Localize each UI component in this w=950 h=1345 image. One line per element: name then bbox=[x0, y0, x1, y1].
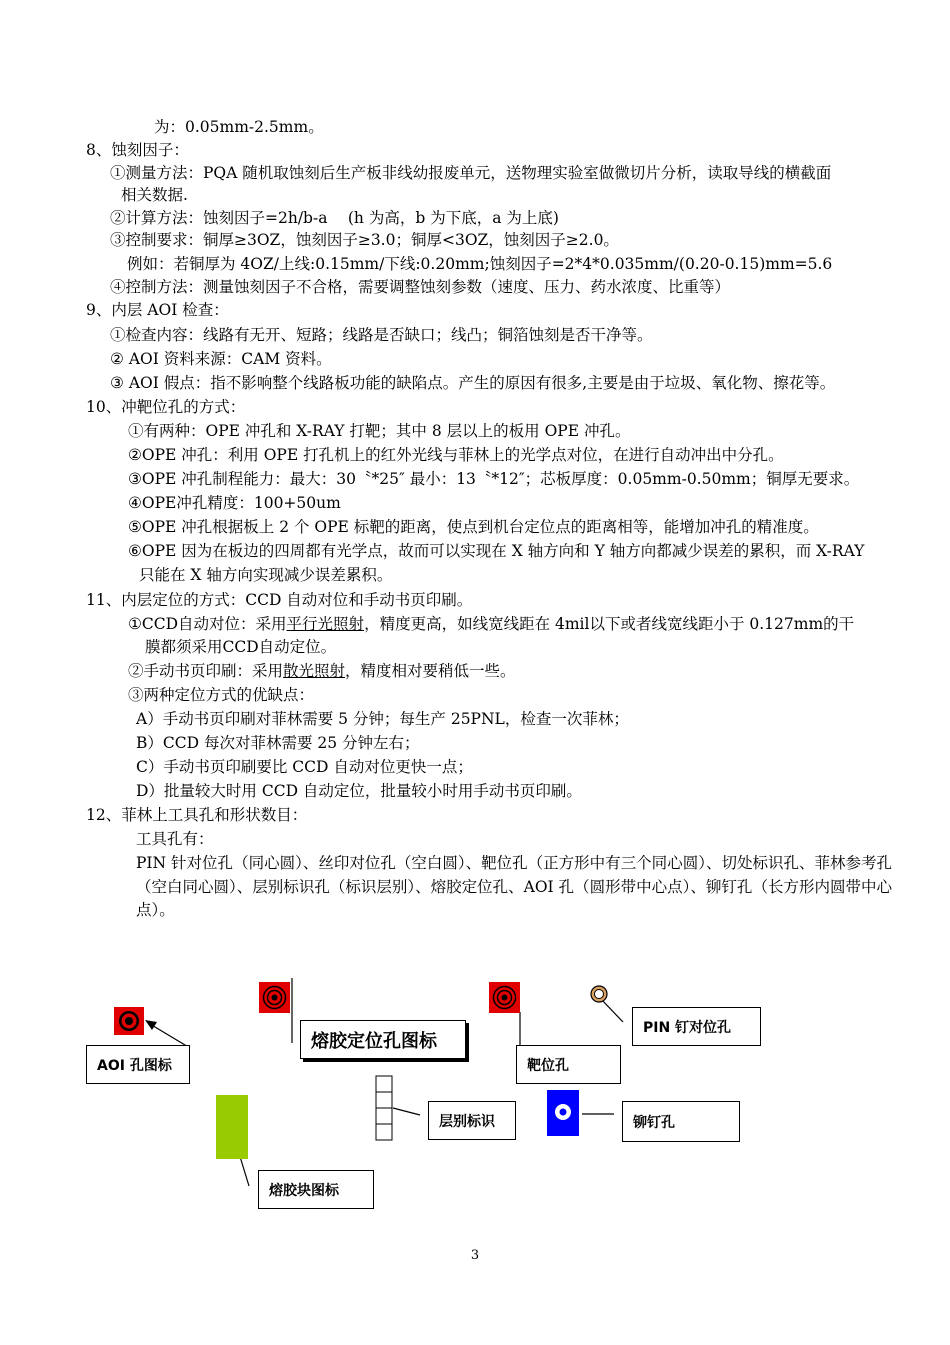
line-punch-3: ③OPE 冲孔制程能力：最大：30〝*25″ 最小：13〝*12″；芯板厚度：0.05mm-0.50mm；铜厚无要求。 bbox=[128, 470, 860, 488]
label-pin: PIN 钉对位孔 bbox=[632, 1007, 761, 1046]
line-measure-method-cont: 相关数据. bbox=[121, 186, 188, 204]
line-compare-b: B）CCD 每次对菲林需要 25 分钟左右； bbox=[136, 734, 420, 752]
label-aoi: AOI 孔图标 bbox=[86, 1045, 190, 1084]
label-fusion-block: 熔胶块图标 bbox=[258, 1170, 374, 1209]
aoi-hole-icon bbox=[114, 1007, 144, 1035]
line-compare-a: A）手动书页印刷对菲林需要 5 分钟；每生产 25PNL，检查一次菲林； bbox=[136, 710, 629, 728]
heading-punch: 10、冲靶位孔的方式： bbox=[86, 398, 246, 416]
target-hole-icon bbox=[489, 982, 520, 1013]
line-measure-method: ①测量方法：PQA 随机取蚀刻后生产板非线幼报废单元，送物理实验室做微切片分析，读取导线的横截面 bbox=[110, 164, 832, 182]
line-control-req: ③控制要求：铜厚≥3OZ，蚀刻因子≥3.0；铜厚<3OZ，蚀刻因子≥2.0。 bbox=[110, 231, 619, 249]
line-etch-range: 为：0.05mm-2.5mm。 bbox=[154, 118, 324, 136]
arrow-head-aoi bbox=[145, 1020, 157, 1030]
layer-mark-icon bbox=[376, 1076, 392, 1140]
label-rivet: 铆钉孔 bbox=[622, 1101, 740, 1142]
line-calc-method: ②计算方法：蚀刻因子=2h/b-a (h 为高，b 为下底，a 为上底) bbox=[110, 209, 559, 227]
label-layer: 层别标识 bbox=[428, 1101, 516, 1140]
heading-inner-position: 11、内层定位的方式：CCD 自动对位和手动书页印刷。 bbox=[86, 591, 473, 609]
line-tool-holes: 工具孔有： bbox=[136, 830, 214, 848]
connector-layer bbox=[393, 1108, 420, 1115]
line-punch-4: ④OPE冲孔精度：100+50um bbox=[128, 494, 341, 512]
line-punch-1: ①有两种：OPE 冲孔和 X-RAY 打靶；其中 8 层以上的板用 OPE 冲孔。 bbox=[128, 422, 631, 440]
paragraph-tool-holes: PIN 针对位孔（同心圆）、丝印对位孔（空白圆）、靶位孔（正方形中有三个同心圆）、切处标识孔、菲林参考孔（空白同心圆）、层别标识孔（标识层别）、熔胶定位孔、AOI 孔（圆形带中心点）、铆钉孔（长方形内圆带中心点）。 bbox=[136, 854, 892, 919]
line-ccd: ①CCD自动对位：采用平行光照射，精度更高，如线宽线距在 4mil以下或者线宽线距小于 0.127mm的干 bbox=[128, 615, 855, 633]
fusion-locate-hole-icon bbox=[259, 982, 290, 1013]
line-compare: ③两种定位方式的优缺点： bbox=[128, 686, 315, 704]
rivet-hole-icon bbox=[547, 1090, 579, 1136]
underline-scatter-light: 散光照射 bbox=[283, 662, 346, 680]
underline-parallel-light: 平行光照射 bbox=[286, 615, 365, 633]
heading-film-tool-holes: 12、菲林上工具孔和形状数目： bbox=[86, 806, 308, 824]
heading-inner-aoi: 9、内层 AOI 检查： bbox=[86, 301, 229, 319]
line-punch-6-cont: 只能在 X 轴方向实现减少误差累积。 bbox=[139, 566, 393, 584]
line-ccd-cont: 膜都须采用CCD自动定位。 bbox=[145, 638, 337, 656]
line-control-method: ④控制方法：测量蚀刻因子不合格，需要调整蚀刻参数（速度、压力、药水浓度、比重等） bbox=[110, 278, 731, 296]
fusion-block-icon bbox=[216, 1095, 248, 1159]
page-number: 3 bbox=[470, 1248, 480, 1263]
line-compare-d: D）批量较大时用 CCD 自动定位，批量较小时用手动书页印刷。 bbox=[136, 782, 582, 800]
heading-etch-factor: 8、蚀刻因子： bbox=[86, 141, 189, 159]
connector-pin bbox=[600, 998, 623, 1022]
label-target: 靶位孔 bbox=[516, 1045, 621, 1084]
line-punch-5: ⑤OPE 冲孔根据板上 2 个 OPE 标靶的距离，使点到机台定位点的距离相等，能增加冲孔的精准度。 bbox=[128, 518, 819, 536]
line-compare-c: C）手动书页印刷要比 CCD 自动对位更快一点； bbox=[136, 758, 473, 776]
line-aoi-false: ③ AOI 假点：指不影响整个线路板功能的缺陷点。产生的原因有很多,主要是由于垃圾、氧化物、擦花等。 bbox=[110, 374, 836, 392]
line-aoi-content: ①检查内容：线路有无开、短路；线路是否缺口；线凸；铜箔蚀刻是否干净等。 bbox=[110, 326, 653, 344]
line-punch-6: ⑥OPE 因为在板边的四周都有光学点，故而可以实现在 X 轴方向和 Y 轴方向都减少误差的累积，而 X-RAY bbox=[128, 542, 865, 560]
pin-hole-icon bbox=[591, 986, 607, 1002]
line-aoi-source: ② AOI 资料来源：CAM 资料。 bbox=[110, 350, 332, 368]
line-manual: ②手动书页印刷：采用散光照射，精度相对要稍低一些。 bbox=[128, 662, 516, 680]
line-example: 例如：若铜厚为 4OZ/上线:0.15mm/下线:0.20mm;蚀刻因子=2*4*0.035mm/(0.20-0.15)mm=5.6 bbox=[127, 255, 833, 273]
label-fusion-locate: 熔胶定位孔图标 bbox=[300, 1020, 466, 1059]
line-punch-2: ②OPE 冲孔：利用 OPE 打孔机上的红外光线与菲林上的光学点对位，在进行自动冲出中分孔。 bbox=[128, 446, 784, 464]
